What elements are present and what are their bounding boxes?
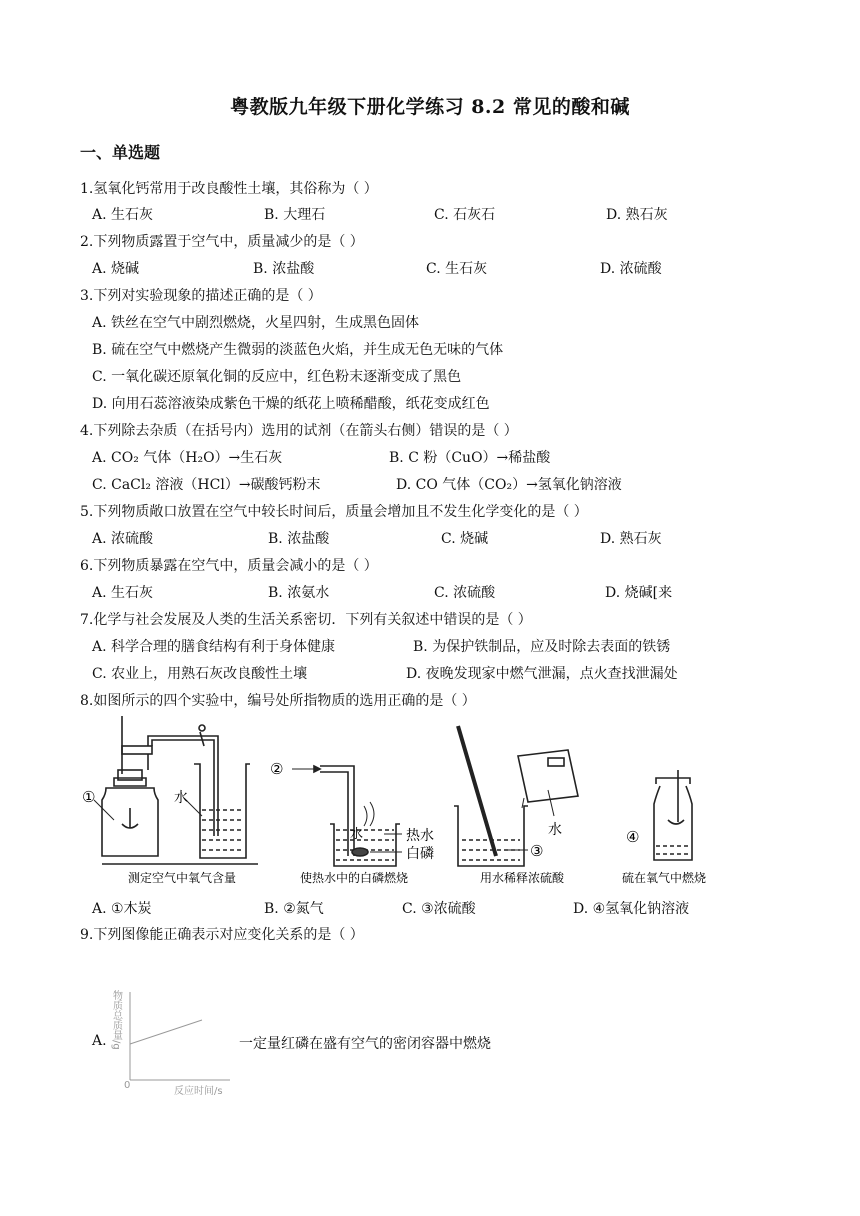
label-n1: ① xyxy=(82,788,96,806)
graph-9a-xlabel: 反应时间/s xyxy=(174,1086,223,1096)
question-7-option-b[interactable]: B. 为保护铁制品，应及时除去表面的铁锈 xyxy=(413,639,671,655)
question-2-option-c[interactable]: C. 生石灰 xyxy=(426,261,488,277)
question-6-option-c[interactable]: C. 浓硫酸 xyxy=(434,585,496,601)
question-4-option-b[interactable]: B. C 粉（CuO）→稀盐酸 xyxy=(389,450,551,466)
question-3-option-b[interactable]: B. 硫在空气中燃烧产生微弱的淡蓝色火焰，并生成无色无味的气体 xyxy=(92,342,504,358)
graph-9a-ylabel: 物质总质量/g xyxy=(110,990,122,1050)
graph-9a-origin: 0 xyxy=(124,1080,131,1091)
question-6-option-b[interactable]: B. 浓氨水 xyxy=(268,585,330,601)
question-2-option-a[interactable]: A. 烧碱 xyxy=(92,261,140,277)
caption-3: 用水稀释浓硫酸 xyxy=(480,871,565,885)
question-7-stem: 7.化学与社会发展及人类的生活关系密切．下列有关叙述中错误的是（ ） xyxy=(80,612,532,628)
question-9-stem: 9.下列图像能正确表示对应变化关系的是（ ） xyxy=(80,927,364,943)
question-8-option-c[interactable]: C. ③浓硫酸 xyxy=(402,901,476,917)
caption-2: 使热水中的白磷燃烧 xyxy=(300,871,409,885)
label-water2: 水 xyxy=(350,827,364,842)
question-4-stem: 4.下列除去杂质（在括号内）选用的试剂（在箭头右侧）错误的是（ ） xyxy=(80,423,518,439)
question-2-stem: 2.下列物质露置于空气中，质量减少的是（ ） xyxy=(80,234,364,250)
question-9-option-a[interactable]: A. xyxy=(92,1033,107,1049)
question-7-option-d[interactable]: D. 夜晚发现家中燃气泄漏，点火查找泄漏处 xyxy=(406,666,678,682)
question-3-option-d[interactable]: D. 向用石蕊溶液染成紫色干燥的纸花上喷稀醋酸，纸花变成红色 xyxy=(92,396,490,412)
label-n2: ② xyxy=(270,760,284,778)
question-9-option-a-description: 一定量红磷在盛有空气的密闭容器中燃烧 xyxy=(239,1036,491,1052)
question-5-option-d[interactable]: D. 熟石灰 xyxy=(600,531,662,547)
caption-1: 测定空气中氧气含量 xyxy=(128,871,237,885)
label-water3: 水 xyxy=(548,822,562,838)
question-2-option-b[interactable]: B. 浓盐酸 xyxy=(253,261,315,277)
question-5-option-c[interactable]: C. 烧碱 xyxy=(441,531,489,547)
question-4-option-d[interactable]: D. CO 气体（CO₂）→氢氧化钠溶液 xyxy=(396,477,622,493)
caption-4: 硫在氧气中燃烧 xyxy=(622,871,707,885)
page-title: 粤教版九年级下册化学练习 8.2 常见的酸和碱 xyxy=(230,96,630,118)
question-1-option-c[interactable]: C. 石灰石 xyxy=(434,207,496,223)
question-8-option-d[interactable]: D. ④氢氧化钠溶液 xyxy=(573,901,690,917)
question-5-option-b[interactable]: B. 浓盐酸 xyxy=(268,531,330,547)
question-1-stem: 1.氢氧化钙常用于改良酸性土壤，其俗称为（ ） xyxy=(80,181,378,197)
question-8-option-a[interactable]: A. ①木炭 xyxy=(92,901,152,917)
question-4-option-c[interactable]: C. CaCl₂ 溶液（HCl）→碳酸钙粉末 xyxy=(92,477,321,493)
question-7-option-a[interactable]: A. 科学合理的膳食结构有利于身体健康 xyxy=(92,639,336,655)
question-4-option-a[interactable]: A. CO₂ 气体（H₂O）→生石灰 xyxy=(92,450,283,466)
question-8-stem: 8.如图所示的四个实验中，编号处所指物质的选用正确的是（ ） xyxy=(80,693,476,709)
question-7-option-c[interactable]: C. 农业上，用熟石灰改良酸性土壤 xyxy=(92,666,308,682)
question-2-option-d[interactable]: D. 浓硫酸 xyxy=(600,261,662,277)
question-5-option-a[interactable]: A. 浓硫酸 xyxy=(92,531,154,547)
label-water: 水 xyxy=(174,790,188,806)
question-5-stem: 5.下列物质敞口放置在空气中较长时间后，质量会增加且不发生化学变化的是（ ） xyxy=(80,504,588,520)
experiment-figure xyxy=(78,716,728,888)
graph-9a xyxy=(106,984,236,1096)
label-n4: ④ xyxy=(626,828,640,846)
label-hot-water: 热水 xyxy=(406,828,434,844)
question-1-option-b[interactable]: B. 大理石 xyxy=(264,207,326,223)
question-1-option-d[interactable]: D. 熟石灰 xyxy=(606,207,668,223)
question-3-option-c[interactable]: C. 一氧化碳还原氧化铜的反应中，红色粉末逐渐变成了黑色 xyxy=(92,369,462,385)
label-white-phosphorus: 白磷 xyxy=(406,846,434,862)
question-6-option-a[interactable]: A. 生石灰 xyxy=(92,585,154,601)
question-6-option-d[interactable]: D. 烧碱[来 xyxy=(605,585,673,601)
question-6-stem: 6.下列物质暴露在空气中，质量会减小的是（ ） xyxy=(80,558,378,574)
question-1-option-a[interactable]: A. 生石灰 xyxy=(92,207,154,223)
section-heading: 一、单选题 xyxy=(80,143,161,162)
label-n3: ③ xyxy=(530,842,544,860)
question-3-stem: 3.下列对实验现象的描述正确的是（ ） xyxy=(80,288,322,304)
question-8-option-b[interactable]: B. ②氮气 xyxy=(264,901,324,917)
question-3-option-a[interactable]: A. 铁丝在空气中剧烈燃烧，火星四射，生成黑色固体 xyxy=(92,315,420,331)
